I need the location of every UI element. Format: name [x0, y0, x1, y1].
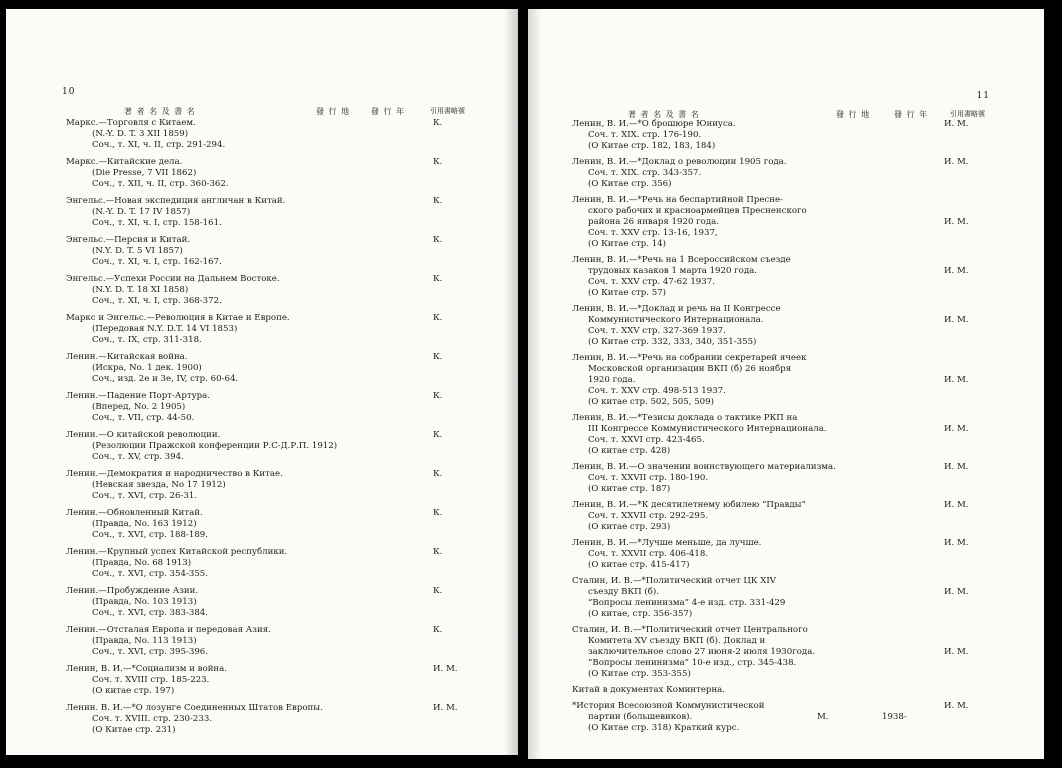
location-code: И. М.: [944, 217, 969, 227]
entry-line: Энгельс.—Новая экспедиция англичан в Китай.: [66, 196, 286, 206]
bibliography-entry: [572, 576, 1012, 620]
bibliography-entry: [572, 255, 1012, 299]
entry-line: *История Всесоюзной Коммунистической: [572, 701, 765, 711]
entry-line: Маркс.—Китайские дела.: [66, 157, 183, 167]
entry-line: Ленин.—Падение Порт-Артура.: [66, 391, 211, 401]
column-header-year: 發 行 年: [371, 107, 406, 116]
entry-line: Ленин, В. И.—*Речь на 1 Всероссийском съезде: [572, 255, 791, 265]
bibliography-entry: [66, 118, 496, 151]
location-code: К.: [433, 235, 443, 245]
entry-line: (О китае стр. 428): [588, 446, 671, 456]
column-header-title: 著 者 名 及 書 名: [124, 107, 196, 116]
column-header-location: 引用書略號: [950, 110, 985, 118]
entry-line: (О Китае стр. 182, 183, 184): [588, 141, 716, 151]
location-code: К.: [433, 118, 443, 128]
location-code: И. М.: [433, 664, 458, 674]
entry-line: Маркс и Энгельс.—Революция в Китае и Европе.: [66, 313, 290, 323]
entry-line: Соч., т. XI, ч. II, стр. 291-294.: [92, 140, 226, 150]
entry-line: съезду ВКП (б).: [588, 587, 659, 597]
entry-line: (О китае стр. 415-417): [588, 560, 690, 570]
entry-line: Соч. т. XVIII стр. 185-223.: [92, 675, 210, 685]
entry-line: (N.Y. D. T. 5 VI 1857): [92, 246, 183, 256]
entry-line: Соч., т. XV, стр. 394.: [92, 452, 184, 462]
entry-line: Соч., т. XVI, стр. 354-355.: [92, 569, 208, 579]
bibliography-entry: [66, 469, 496, 502]
entry-line: (Невская звезда, No 17 1912): [92, 480, 226, 490]
entry-line: (О китае стр. 187): [588, 484, 671, 494]
entry-line: (N.-Y. D. T. 17 IV 1857): [92, 207, 191, 217]
entry-line: Ленин.—Пробуждение Азии.: [66, 586, 199, 596]
entry-line: Ленин, В. И.—*Доклад о революции 1905 года.: [572, 157, 787, 167]
bibliography-entry: [572, 500, 1012, 533]
left-page: [6, 9, 518, 755]
bibliography-entry: [572, 353, 1012, 408]
entry-line: трудовых казаков 1 марта 1920 года.: [588, 266, 757, 276]
entry-line: (О Китае стр. 353-355): [588, 669, 691, 679]
entry-line: Соч. т. XIX. стр. 176-190.: [588, 130, 702, 140]
left-entry-list: [66, 118, 496, 742]
entry-line: заключительное слово 27 июня-2 июля 1930года.: [588, 647, 816, 657]
bibliography-entry: [66, 313, 496, 346]
entry-line: (N.Y. D. T. 18 XI 1858): [92, 285, 189, 295]
entry-line: Ленин, В. И.—О значении воинствующего материализма.: [572, 462, 836, 472]
location-code: И. М.: [944, 701, 969, 711]
entry-line: Соч., т. XVI, стр. 188-189.: [92, 530, 208, 540]
location-code: И. М.: [944, 647, 969, 657]
bibliography-entry: [572, 462, 1012, 495]
entry-line: (О Китае стр. 14): [588, 239, 667, 249]
location-code: И. М.: [944, 375, 969, 385]
entry-line: (О Китае стр. 231): [92, 725, 176, 735]
location-code: К.: [433, 274, 443, 284]
entry-line: Ленин.—Обновленный Китай.: [66, 508, 203, 518]
entry-line: (Правда, No. 113 1913): [92, 636, 197, 646]
entry-line: Ленин, В. И.—*Речь на собрании секретарей ячеек: [572, 353, 807, 363]
entry-line: (О Китае стр. 332, 333, 340, 351-355): [588, 337, 757, 347]
entry-line: (О Китае стр. 318) Краткий курс.: [588, 723, 740, 733]
gutter-shadow: [504, 9, 518, 755]
entry-line: (О Китае стр. 57): [588, 288, 667, 298]
entry-line: Китай в документах Коминтерна.: [572, 685, 726, 695]
entry-line: Ленин, В. И.—*Речь на беспартийной Пресне-: [572, 195, 783, 205]
bibliography-entry: [66, 703, 496, 736]
entry-line: Московской организации ВКП (б) 26 ноября: [588, 364, 792, 374]
entry-line: (Правда, No. 68 1913): [92, 558, 192, 568]
page-number: 10: [62, 87, 76, 97]
entry-line: Комитета XV съезду ВКП (б). Доклад и: [588, 636, 766, 646]
entry-line: Соч., т. IX, стр. 311-318.: [92, 335, 202, 345]
entry-line: III Конгрессе Коммунистического Интернационала.: [588, 424, 827, 434]
entry-line: (N.-Y. D. T. 3 XII 1859): [92, 129, 189, 139]
entry-line: (Правда, No. 163 1912): [92, 519, 197, 529]
bibliography-entry: [66, 235, 496, 268]
entry-line: Сталин, И. В.—*Политический отчет Центрального: [572, 625, 808, 635]
bibliography-entry: [572, 195, 1012, 250]
entry-line: Энгельс.—Успехи России на Дальнем Востоке.: [66, 274, 280, 284]
column-header-title: 著 者 名 及 書 名: [628, 110, 700, 119]
entry-line: Соч. т. XVIII. стр. 230-233.: [92, 714, 213, 724]
location-code: К.: [433, 625, 443, 635]
entry-line: (Вперед, No. 2 1905): [92, 402, 186, 412]
entry-line: Ленин. В. И.—*О лозунге Соединенных Штатов Европы.: [66, 703, 323, 713]
location-code: И. М.: [944, 266, 969, 276]
entry-line: “Вопросы ленинизма” 10-е изд., стр. 345-438.: [588, 658, 797, 668]
entry-line: Ленин.—Крупный успех Китайской республики.: [66, 547, 288, 557]
bibliography-entry: [66, 352, 496, 385]
entry-line: (Искра, No. 1 дек. 1900): [92, 363, 202, 373]
entry-line: Соч., т. XI, ч. I, стр. 162-167.: [92, 257, 222, 267]
entry-line: (Die Presse, 7 VII 1862): [92, 168, 197, 178]
publication-place: М.: [817, 712, 829, 722]
entry-line: Соч., т. VII, стр. 44-50.: [92, 413, 195, 423]
entry-line: (Резолюции Пражской конференции Р.С-Д.Р.П. 1912): [92, 441, 338, 451]
column-header-year: 發 行 年: [894, 110, 929, 119]
entry-line: (О китае стр. 293): [588, 522, 671, 532]
bibliography-entry: [66, 625, 496, 658]
entry-line: Сталин, И. В.—*Политический отчет ЦК XIV: [572, 576, 776, 586]
entry-line: Соч. т. XXVII стр. 292-295.: [588, 511, 709, 521]
bibliography-entry: [572, 413, 1012, 457]
entry-line: района 26 января 1920 года.: [588, 217, 719, 227]
column-header-place: 發 行 地: [316, 107, 351, 116]
location-code: К.: [433, 391, 443, 401]
entry-line: Соч., т. XI, ч. I, стр. 368-372.: [92, 296, 222, 306]
location-code: И. М.: [944, 157, 969, 167]
entry-line: Соч. т. XXV стр. 13-16, 1937,: [588, 228, 718, 238]
location-code: И. М.: [944, 315, 969, 325]
bibliography-entry: [66, 157, 496, 190]
entry-line: Ленин, В. И.—*Социализм и война.: [66, 664, 227, 674]
page-number: 11: [976, 91, 990, 101]
bibliography-entry: [572, 119, 1012, 152]
bibliography-entry: [572, 538, 1012, 571]
entry-line: Соч., т. XVI, стр. 383-384.: [92, 608, 208, 618]
location-code: И. М.: [944, 424, 969, 434]
bibliography-entry: [572, 157, 1012, 190]
location-code: И. М.: [944, 500, 969, 510]
location-code: К.: [433, 157, 443, 167]
entry-line: Соч., т. XVI, стр. 395-396.: [92, 647, 208, 657]
gutter-shadow: [528, 9, 542, 759]
location-code: К.: [433, 508, 443, 518]
entry-line: Соч. т. XXV стр. 327-369 1937.: [588, 326, 726, 336]
entry-line: Ленин.—Китайская война.: [66, 352, 188, 362]
entry-line: Соч. т. XXVII стр. 180-190.: [588, 473, 709, 483]
entry-line: (О китае стр. 197): [92, 686, 175, 696]
bibliography-entry: [66, 586, 496, 619]
location-code: К.: [433, 196, 443, 206]
location-code: И. М.: [433, 703, 458, 713]
location-code: И. М.: [944, 119, 969, 129]
bibliography-entry: [66, 274, 496, 307]
entry-line: 1920 года.: [588, 375, 636, 385]
location-code: К.: [433, 547, 443, 557]
bibliography-entry: [572, 625, 1012, 680]
entry-line: Соч. т. XXV стр. 47-62 1937.: [588, 277, 715, 287]
location-code: К.: [433, 352, 443, 362]
entry-line: Ленин, В. И.—*К десятилетнему юбилею “Правды”: [572, 500, 806, 510]
entry-line: Соч. т. XXV стр. 498-513 1937.: [588, 386, 726, 396]
location-code: И. М.: [944, 538, 969, 548]
location-code: И. М.: [944, 587, 969, 597]
entry-line: Соч. т. XIX. стр. 343-357.: [588, 168, 702, 178]
bibliography-entry: [572, 685, 1012, 696]
entry-line: Соч. т. XXVII стр. 406-418.: [588, 549, 709, 559]
entry-line: Маркс.—Торговля с Китаем.: [66, 118, 196, 128]
entry-line: Энгельс.—Персия и Китай.: [66, 235, 191, 245]
entry-line: Ленин, В. И.—*Доклад и речь на II Конгрессе: [572, 304, 781, 314]
publication-year: 1938-: [882, 712, 907, 722]
entry-line: (О китае стр. 502, 505, 509): [588, 397, 714, 407]
entry-line: Ленин, В. И.—*О брошюре Юниуса.: [572, 119, 736, 129]
entry-line: Соч., т. XII, ч. II, стр. 360-362.: [92, 179, 229, 189]
location-code: К.: [433, 469, 443, 479]
entry-line: Ленин.—Отсталая Европа и передовая Азия.: [66, 625, 271, 635]
bibliography-entry: [572, 701, 1012, 734]
entry-line: (Передовая N.Y. D.T. 14 VI 1853): [92, 324, 238, 334]
entry-line: партии (большевиков).: [588, 712, 693, 722]
entry-line: Соч., изд. 2е и 3е, IV, стр. 60-64.: [92, 374, 239, 384]
entry-line: (О китае, стр. 356-357): [588, 609, 693, 619]
entry-line: Коммунистического Интернационала.: [588, 315, 764, 325]
entry-line: Ленин, В. И.—*Лучше меньше, да лучше.: [572, 538, 762, 548]
bibliography-entry: [572, 304, 1012, 348]
entry-line: Соч. т. XXVI стр. 423-465.: [588, 435, 705, 445]
location-code: К.: [433, 313, 443, 323]
location-code: И. М.: [944, 462, 969, 472]
entry-line: Ленин.—Демократия и народничество в Китае.: [66, 469, 283, 479]
right-page: [528, 9, 1044, 759]
bibliography-entry: [66, 508, 496, 541]
entry-line: “Вопросы ленинизма” 4-е изд. стр. 331-429: [588, 598, 786, 608]
location-code: К.: [433, 586, 443, 596]
entry-line: (Правда, No. 103 1913): [92, 597, 197, 607]
bibliography-entry: [66, 430, 496, 463]
entry-line: Соч., т. XI, ч. I, стр. 158-161.: [92, 218, 222, 228]
column-header-location: 引用書略號: [430, 107, 465, 115]
bibliography-entry: [66, 664, 496, 697]
entry-line: Соч., т. XVI, стр. 26-31.: [92, 491, 198, 501]
entry-line: Ленин.—О китайской революции.: [66, 430, 221, 440]
column-header-place: 發 行 地: [836, 110, 871, 119]
bibliography-entry: [66, 196, 496, 229]
right-entry-list: [572, 119, 1012, 739]
entry-line: (О Китае стр. 356): [588, 179, 672, 189]
entry-line: Ленин, В. И.—*Тезисы доклада о тактике РКП на: [572, 413, 798, 423]
location-code: К.: [433, 430, 443, 440]
bibliography-entry: [66, 547, 496, 580]
entry-line: ского рабочих и красноармейцев Пресненского: [588, 206, 807, 216]
bibliography-entry: [66, 391, 496, 424]
